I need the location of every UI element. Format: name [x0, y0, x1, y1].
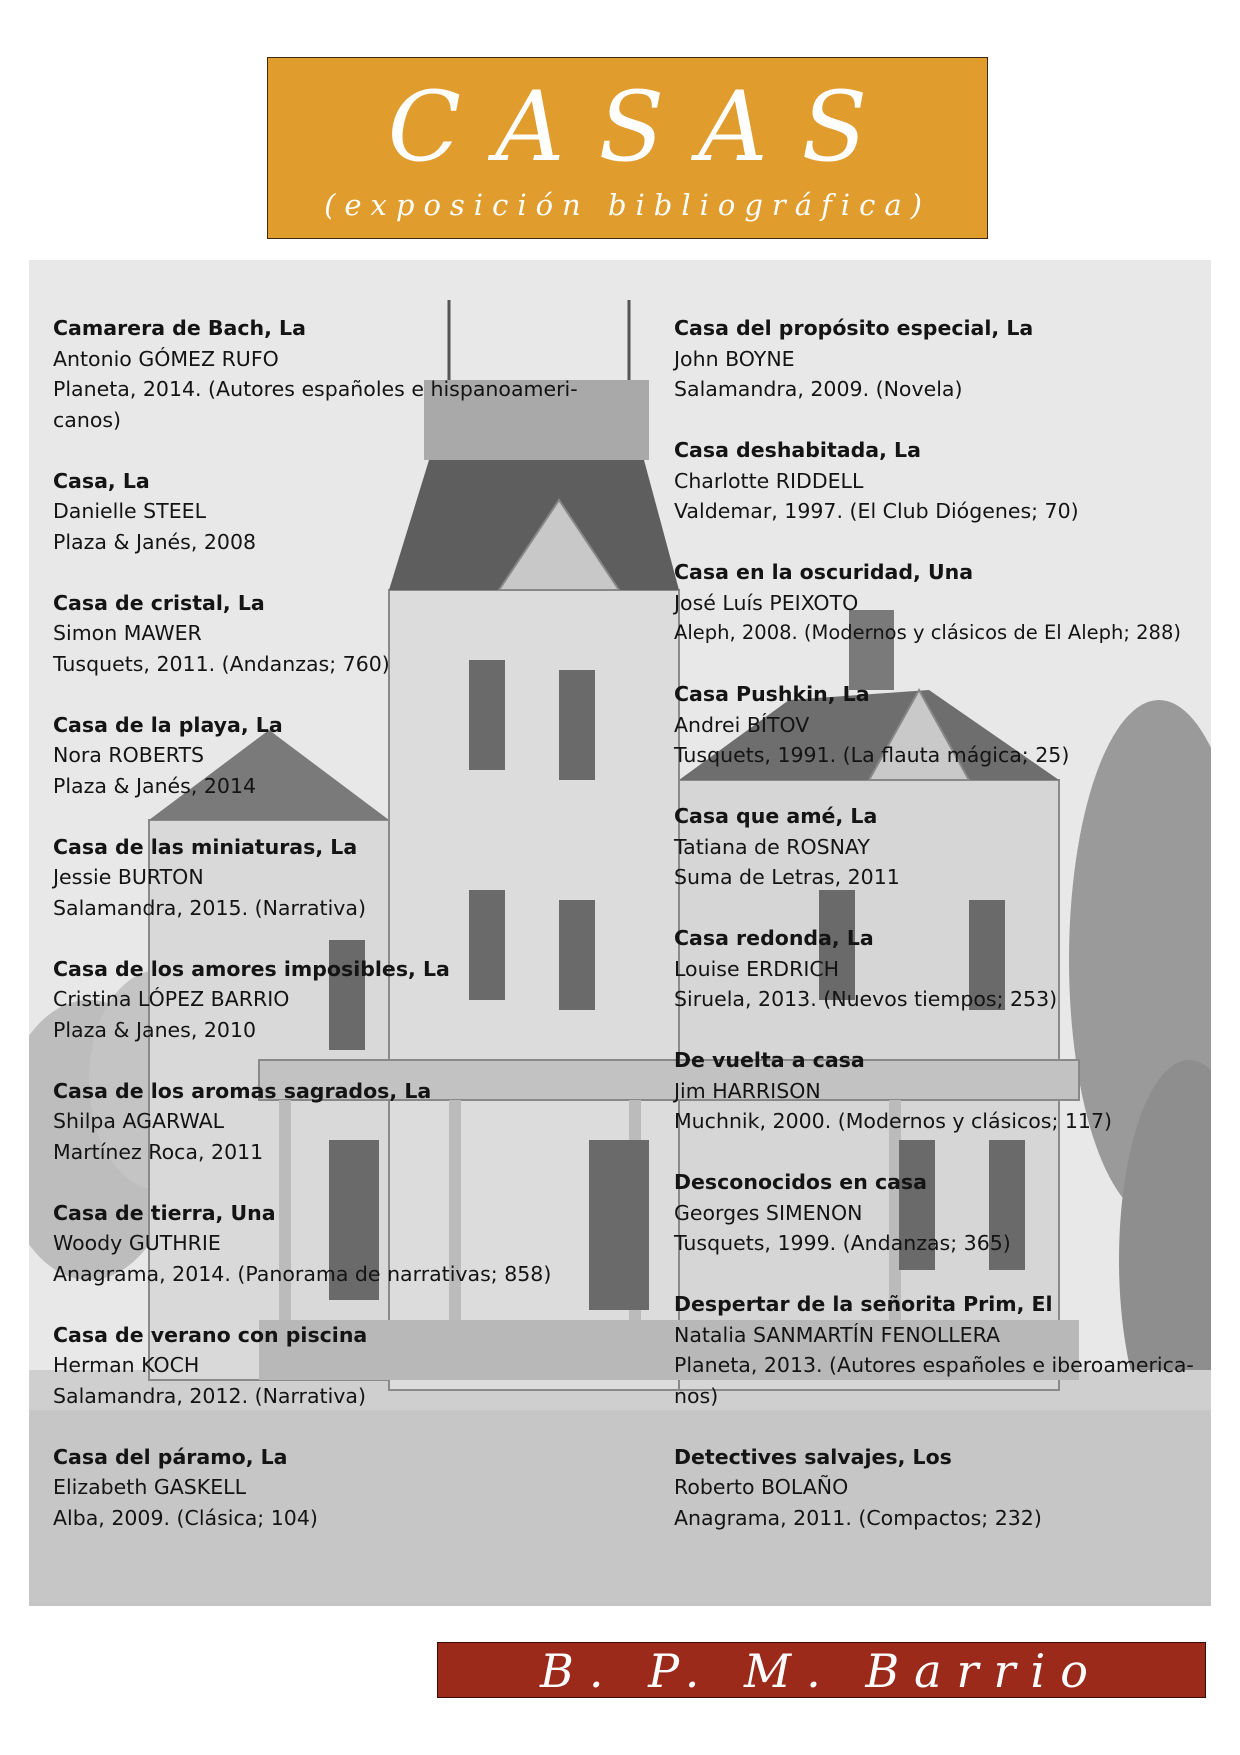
book-title: Casa de verano con piscina [53, 1322, 368, 1347]
book-publisher: Valdemar, 1997. (El Club Diógenes; 70) [674, 499, 1079, 523]
book-title: Casa de los aromas sagrados, La [53, 1078, 432, 1103]
book-publisher: Aleph, 2008. (Modernos y clásicos de El Aleph; 288) [674, 621, 1181, 644]
book-publisher: Tusquets, 2011. (Andanzas; 760) [53, 651, 390, 676]
book-author: José Luís PEIXOTO [674, 590, 859, 615]
book-publisher: Alba, 2009. (Clásica; 104) [53, 1505, 318, 1530]
book-list-right [674, 313, 1214, 1564]
book-publisher-cont: canos) [53, 407, 122, 432]
book-entry [53, 832, 653, 924]
book-title: Casa de las miniaturas, La [53, 834, 358, 859]
book-entry [53, 1442, 653, 1534]
book-publisher: Salamandra, 2009. (Novela) [674, 377, 963, 401]
exhibition-subtitle: (exposición bibliográfica) [324, 188, 931, 222]
library-name: B. P. M. Barrio Vidal [540, 1644, 1103, 1754]
book-publisher: Anagrama, 2014. (Panorama de narrativas; 858) [53, 1261, 552, 1286]
book-title: Camarera de Bach, La [53, 316, 306, 340]
book-entry [674, 801, 1214, 893]
book-publisher: Plaza & Janés, 2014 [53, 773, 257, 798]
book-title: Casa deshabitada, La [674, 438, 921, 462]
book-author: Antonio GÓMEZ RUFO [53, 346, 279, 371]
book-author: Nora ROBERTS [53, 743, 205, 767]
book-title: Casa de tierra, Una [53, 1200, 276, 1225]
book-author: Shilpa AGARWAL [53, 1109, 225, 1133]
book-title: De vuelta a casa [674, 1048, 865, 1072]
book-author: Roberto BOLAÑO [674, 1475, 849, 1499]
book-title: Casa del propósito especial, La [674, 316, 1034, 340]
book-author: Danielle STEEL [53, 499, 207, 523]
book-entry [53, 588, 653, 680]
book-publisher: Plaza & Janés, 2008 [53, 529, 257, 554]
book-author: Natalia SANMARTÍN FENOLLERA [674, 1322, 1001, 1347]
book-entry [53, 1320, 653, 1412]
book-publisher: Salamandra, 2015. (Narrativa) [53, 895, 366, 920]
book-title: Casa del páramo, La [53, 1444, 288, 1469]
book-entry [674, 557, 1214, 649]
book-list-left [53, 313, 653, 1564]
book-author: Simon MAWER [53, 621, 202, 645]
book-author: Andrei BÍTOV [674, 712, 810, 737]
book-author: Louise ERDRICH [674, 956, 840, 981]
book-entry [53, 1198, 653, 1290]
book-title: Casa de los amores imposibles, La [53, 956, 450, 981]
book-author: Herman KOCH [53, 1353, 200, 1377]
book-title: Detectives salvajes, Los [674, 1444, 952, 1469]
book-entry [53, 313, 653, 435]
book-entry [674, 679, 1214, 771]
book-author: Tatiana de ROSNAY [674, 834, 870, 859]
book-title: Casa, La [53, 468, 150, 493]
book-entry [674, 313, 1214, 405]
book-entry [674, 1289, 1214, 1411]
book-publisher: Tusquets, 1999. (Andanzas; 365) [674, 1231, 1011, 1255]
book-author: Jessie BURTON [53, 865, 204, 889]
book-title: Casa de la playa, La [53, 712, 283, 737]
book-entry [674, 1045, 1214, 1137]
book-publisher: Planeta, 2014. (Autores españoles e hispanoameri- [53, 377, 578, 401]
book-publisher: Muchnik, 2000. (Modernos y clásicos; 117) [674, 1109, 1112, 1133]
book-title: Casa en la oscuridad, Una [674, 560, 974, 584]
book-author: Charlotte RIDDELL [674, 468, 864, 493]
book-author: John BOYNE [674, 346, 795, 371]
book-publisher: Suma de Letras, 2011 [674, 865, 900, 889]
book-title: Desconocidos en casa [674, 1170, 927, 1194]
book-publisher: Siruela, 2013. (Nuevos tiempos; 253) [674, 987, 1058, 1011]
book-title: Casa redonda, La [674, 926, 874, 950]
book-publisher: Planeta, 2013. (Autores españoles e iberoamerica- [674, 1353, 1194, 1377]
library-name-banner [437, 1642, 1206, 1754]
book-entry [674, 1167, 1214, 1259]
book-author: Elizabeth GASKELL [53, 1475, 246, 1499]
book-publisher: Anagrama, 2011. (Compactos; 232) [674, 1505, 1042, 1530]
book-title: Despertar de la señorita Prim, El [674, 1292, 1053, 1316]
book-entry [674, 923, 1214, 1015]
book-author: Georges SIMENON [674, 1200, 863, 1225]
book-title: Casa de cristal, La [53, 590, 265, 615]
book-publisher: Plaza & Janes, 2010 [53, 1017, 257, 1042]
book-entry [53, 1076, 653, 1168]
book-author: Jim HARRISON [674, 1078, 821, 1103]
book-entry [674, 1442, 1214, 1534]
exhibition-title-box [267, 57, 988, 239]
exhibition-title: CASAS [387, 71, 902, 183]
book-title: Casa que amé, La [674, 804, 878, 828]
book-entry [53, 710, 653, 802]
book-author: Cristina LÓPEZ BARRIO [53, 987, 290, 1011]
book-entry [53, 954, 653, 1046]
book-publisher: Salamandra, 2012. (Narrativa) [53, 1383, 366, 1408]
book-publisher: Tusquets, 1991. (La flauta mágica; 25) [674, 743, 1070, 767]
book-entry [53, 466, 653, 558]
book-entry [674, 435, 1214, 527]
book-title: Casa Pushkin, La [674, 682, 870, 706]
book-publisher-cont: nos) [674, 1383, 719, 1408]
book-publisher: Martínez Roca, 2011 [53, 1139, 264, 1164]
book-author: Woody GUTHRIE [53, 1231, 221, 1255]
